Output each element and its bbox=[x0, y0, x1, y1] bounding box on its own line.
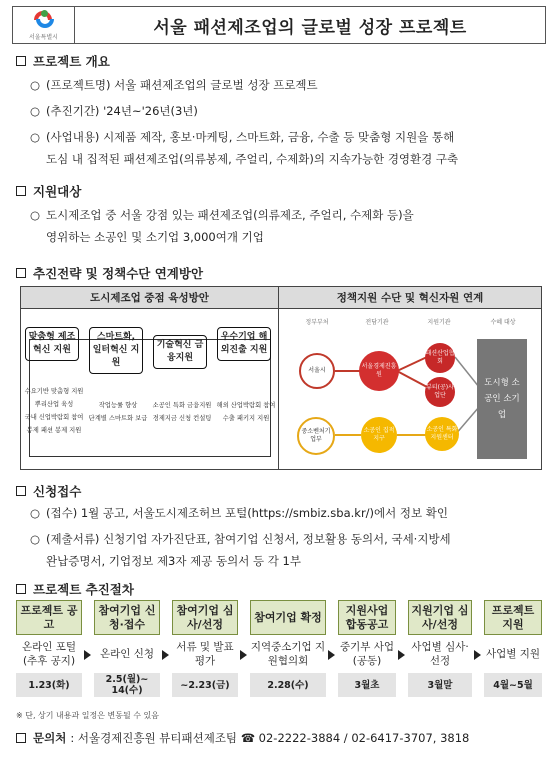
checkbox-square-icon bbox=[16, 186, 26, 196]
pillar-smart: 스마트화, 일터혁신 지원 bbox=[89, 327, 143, 374]
overview-item-cont: 도심 내 집적된 패션제조업(의류봉제, 주얼리, 수제화)의 지속가능한 경영환경 구축 bbox=[46, 152, 459, 166]
strategy-figure bbox=[20, 286, 542, 470]
checkbox-square-icon bbox=[16, 268, 26, 278]
overview-item: ○ (사업내용) 시제품 제작, 홍보·마케팅, 스마트화, 금융, 수출 등 맞춤형 지원을 통해 bbox=[30, 130, 455, 144]
overview-item: ○ (프로젝트명) 서울 패션제조업의 글로벌 성장 프로젝트 bbox=[30, 78, 318, 92]
arrow-right-icon bbox=[240, 650, 247, 660]
arrow-right-icon bbox=[84, 650, 91, 660]
pillar-export: 우수기업 해외진출 지원 bbox=[217, 327, 271, 361]
sogong-center-node: 소공인 특화지원센터 bbox=[425, 417, 459, 451]
strategy-right-head: 정책지원 수단 및 혁신자원 연계 bbox=[279, 287, 541, 309]
arrow-right-icon bbox=[328, 650, 335, 660]
ministry-node: 중소벤처기업부 bbox=[297, 417, 335, 455]
org1-node: 패션산업협회 bbox=[425, 343, 455, 373]
process-step: 지원사업 합동공고 중기부 사업(공동) 3월초 bbox=[338, 600, 396, 700]
overview-item: ○ (추진기간) '24년~'26년(3년) bbox=[30, 104, 198, 118]
org2-node: 뷰티(공)사업단 bbox=[425, 377, 455, 407]
checkbox-square-icon bbox=[16, 584, 26, 594]
arrow-right-icon bbox=[162, 650, 169, 660]
process-step: 프로젝트 공고 온라인 포털 (추후 공지) 1.23(화) bbox=[16, 600, 82, 700]
section-strategy-heading: 추진전략 및 정책수단 연계방안 bbox=[16, 264, 203, 282]
strategy-left-head: 도시제조업 중점 육성방안 bbox=[21, 287, 278, 309]
section-apply-heading: 신청접수 bbox=[16, 482, 81, 500]
pillar-sub-text: 작업능률 향상 단계별 스마트화 보급 bbox=[88, 402, 148, 422]
col-label: 지원기관 bbox=[427, 319, 451, 326]
process-step: 참여기업 확정 지역중소기업 지원협의회 2.28(수) bbox=[250, 600, 326, 700]
pillar-sub-text: 해외 산업박람회 참여 수출 패키지 지원 bbox=[216, 402, 276, 422]
contact-line bbox=[16, 730, 469, 746]
section-process-heading: 프로젝트 추진절차 bbox=[16, 580, 134, 598]
target-block: 도시형 소공인 소기업 bbox=[477, 339, 527, 459]
section-overview-heading: 프로젝트 개요 bbox=[16, 52, 110, 70]
seoul-logo bbox=[13, 7, 75, 43]
arrow-right-icon bbox=[398, 650, 405, 660]
apply-item-cont: 완납증명서, 기업정보 제3자 제공 동의서 등 각 1부 bbox=[46, 554, 301, 568]
sba-node: 서울경제진흥원 bbox=[359, 351, 399, 391]
seoul-logo-icon bbox=[31, 9, 57, 31]
page-header bbox=[12, 6, 546, 44]
checkbox-square-icon bbox=[16, 486, 26, 496]
strategy-right-panel bbox=[279, 287, 541, 469]
schedule-note: ※ 단, 상기 내용과 일정은 변동될 수 있음 bbox=[16, 711, 159, 720]
checkbox-square-icon bbox=[16, 56, 26, 66]
checkbox-square-icon bbox=[16, 733, 26, 743]
contact-text: : 서울경제진흥원 뷰티패션제조팀 ☎ 02-2222-3884 / 02-6417-3707, 3818 bbox=[70, 731, 470, 745]
pillar-custom-innovation: 맞춤형 제조혁신 지원 bbox=[25, 327, 79, 361]
target-item-cont: 영위하는 소공인 및 소기업 3,000여개 기업 bbox=[46, 230, 264, 244]
pillar-sub-text: 수요기반 맞춤형 지원 뿌리산업 육성 국내 신업박람회 참여 봉제 패션 봉제 지원 bbox=[24, 388, 84, 434]
sogong-district-node: 소공인 집적지구 bbox=[361, 417, 397, 453]
page-title: 서울 패션제조업의 글로벌 성장 프로젝트 bbox=[153, 17, 467, 38]
arrow-right-icon bbox=[474, 650, 481, 660]
logo-text: 서울특별시 bbox=[29, 34, 58, 41]
process-step: 프로젝트 지원 사업별 지원 4월~5월 bbox=[484, 600, 542, 700]
col-label: 전담기관 bbox=[365, 319, 389, 326]
process-step: 지원기업 심사/선정 사업별 심사·선정 3월말 bbox=[408, 600, 472, 700]
pillar-finance: 기술혁신 금융지원 bbox=[153, 335, 207, 369]
seoul-node: 서울시 bbox=[299, 353, 335, 389]
contact-label: 문의처 bbox=[33, 731, 67, 745]
pillar-sub-text: 소공인 특화 금융지원 경제지금 신청 컨설팅 bbox=[152, 402, 212, 422]
strategy-left-panel bbox=[21, 287, 279, 469]
col-label: 수혜 대상 bbox=[490, 319, 516, 326]
process-step: 참여기업 신청·접수 온라인 신청 2.5(월)~ 14(수) bbox=[94, 600, 160, 700]
apply-item: ○ (접수) 1월 공고, 서울도시제조허브 포털(https://smbiz.sba.kr/)에서 정보 확인 bbox=[30, 506, 448, 520]
section-target-heading: 지원대상 bbox=[16, 182, 81, 200]
process-step: 참여기업 심사/선정 서류 및 발표평가 ~2.23(금) bbox=[172, 600, 238, 700]
target-item: ○ 도시제조업 중 서울 강점 있는 패션제조업(의류제조, 주얼리, 수제화 등)을 bbox=[30, 208, 414, 222]
col-label: 정부부처 bbox=[305, 319, 329, 326]
apply-item: ○ (제출서류) 신청기업 자가진단표, 참여기업 신청서, 정보활용 동의서, 국세·지방세 bbox=[30, 532, 451, 546]
